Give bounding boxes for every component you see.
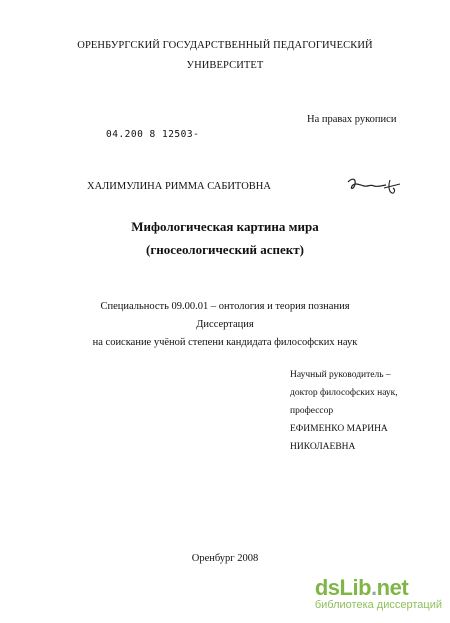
supervisor-given-name: НИКОЛАЕВНА [290,442,356,452]
supervisor-title: профессор [290,406,334,416]
specialty-line: Специальность 09.00.01 – онтология и теория познания [100,301,350,312]
rights-note: На правах рукописи [307,114,397,125]
dslib-logo: dsLib.net [314,575,409,600]
dissertation-title-line-2: (гносеологический аспект) [146,242,304,257]
supervisor-surname: ЕФИМЕНКО МАРИНА [290,424,388,434]
watermark-caption: библиотека диссертаций [314,599,442,611]
institution-line-1: ОРЕНБУРГСКИЙ ГОСУДАРСТВЕННЫЙ ПЕДАГОГИЧЕСКИЙ [77,40,373,51]
degree-line: на соискание учёной степени кандидата философских наук [92,337,358,348]
document-type: Диссертация [196,319,254,330]
author-signature [346,176,404,196]
supervisor-label: Научный руководитель – [290,370,391,380]
city-year: Оренбург 2008 [191,553,259,564]
dissertation-title-line-1: Мифологическая картина мира [131,219,319,234]
supervisor-degree: доктор философских наук, [290,388,398,398]
institution-line-2: УНИВЕРСИТЕТ [186,60,264,71]
dslib-watermark [315,575,442,611]
stamp-number: 04.200 8 12503- [106,129,200,140]
author-name: ХАЛИМУЛИНА РИММА САБИТОВНА [87,181,271,192]
